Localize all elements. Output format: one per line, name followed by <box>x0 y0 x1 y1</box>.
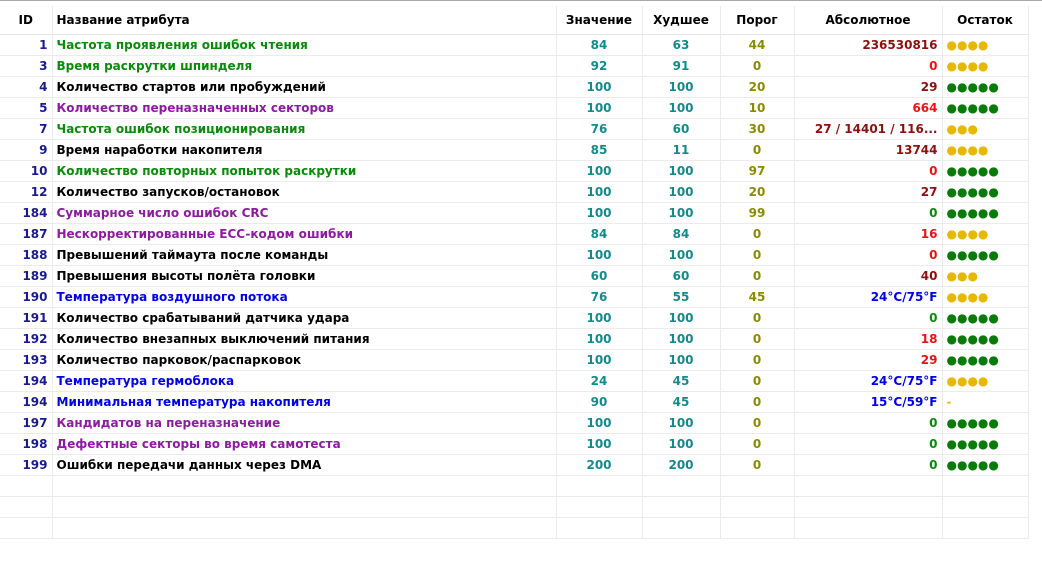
cell-attribute-name: Количество запусков/остановок <box>52 181 556 202</box>
cell-absolute: 13744 <box>794 139 942 160</box>
cell-absolute: 29 <box>794 76 942 97</box>
cell-absolute: 18 <box>794 328 942 349</box>
cell-value: 85 <box>556 139 642 160</box>
cell-id: 194 <box>0 370 52 391</box>
cell-id: 188 <box>0 244 52 265</box>
empty-cell <box>0 496 52 517</box>
remaining-indicator-icon: ●●●●● <box>946 352 999 367</box>
table-row[interactable] <box>0 265 1028 286</box>
cell-absolute: 0 <box>794 454 942 475</box>
cell-id: 199 <box>0 454 52 475</box>
cell-threshold: 0 <box>720 433 794 454</box>
cell-remaining <box>942 139 1028 160</box>
cell-attribute-name: Нескорректированные ECC-кодом ошибки <box>52 223 556 244</box>
cell-value: 92 <box>556 55 642 76</box>
remaining-indicator-icon: ●●●●● <box>946 457 999 472</box>
remaining-indicator-icon: ●●●●● <box>946 247 999 262</box>
empty-cell <box>794 496 942 517</box>
cell-worst: 100 <box>642 76 720 97</box>
cell-worst: 100 <box>642 244 720 265</box>
cell-value: 60 <box>556 265 642 286</box>
empty-cell <box>720 517 794 538</box>
table-row[interactable] <box>0 349 1028 370</box>
remaining-indicator-icon: ●●●● <box>946 58 989 73</box>
empty-cell <box>0 517 52 538</box>
smart-attributes-table <box>0 6 1029 539</box>
cell-value: 100 <box>556 181 642 202</box>
remaining-indicator-icon: ●●●● <box>946 373 989 388</box>
empty-cell <box>642 475 720 496</box>
cell-attribute-name: Количество повторных попыток раскрутки <box>52 160 556 181</box>
cell-threshold: 0 <box>720 370 794 391</box>
remaining-indicator-icon: ●●●●● <box>946 436 999 451</box>
table-row[interactable] <box>0 118 1028 139</box>
table-row[interactable] <box>0 34 1028 55</box>
table-row[interactable] <box>0 307 1028 328</box>
cell-attribute-name: Количество срабатываний датчика удара <box>52 307 556 328</box>
cell-remaining <box>942 286 1028 307</box>
cell-remaining <box>942 433 1028 454</box>
cell-attribute-name: Ошибки передачи данных через DMA <box>52 454 556 475</box>
table-row[interactable] <box>0 328 1028 349</box>
remaining-indicator-icon: ●●●● <box>946 37 989 52</box>
table-row[interactable] <box>0 412 1028 433</box>
cell-id: 9 <box>0 139 52 160</box>
cell-remaining <box>942 34 1028 55</box>
cell-absolute: 0 <box>794 55 942 76</box>
cell-absolute: 27 <box>794 181 942 202</box>
cell-value: 90 <box>556 391 642 412</box>
cell-id: 1 <box>0 34 52 55</box>
cell-id: 198 <box>0 433 52 454</box>
cell-worst: 45 <box>642 370 720 391</box>
table-row[interactable] <box>0 391 1028 412</box>
cell-id: 192 <box>0 328 52 349</box>
table-row[interactable] <box>0 286 1028 307</box>
cell-remaining <box>942 265 1028 286</box>
cell-worst: 60 <box>642 265 720 286</box>
cell-value: 24 <box>556 370 642 391</box>
cell-absolute: 236530816 <box>794 34 942 55</box>
cell-absolute: 40 <box>794 265 942 286</box>
empty-cell <box>556 496 642 517</box>
cell-value: 200 <box>556 454 642 475</box>
remaining-indicator-icon: ●●●●● <box>946 415 999 430</box>
cell-threshold: 0 <box>720 223 794 244</box>
table-row[interactable] <box>0 97 1028 118</box>
cell-absolute: 0 <box>794 412 942 433</box>
cell-worst: 100 <box>642 97 720 118</box>
cell-remaining <box>942 307 1028 328</box>
cell-worst: 45 <box>642 391 720 412</box>
cell-absolute: 27 / 14401 / 116... <box>794 118 942 139</box>
remaining-indicator-icon: ●●●● <box>946 289 989 304</box>
cell-id: 187 <box>0 223 52 244</box>
cell-attribute-name: Количество переназначенных секторов <box>52 97 556 118</box>
cell-worst: 100 <box>642 349 720 370</box>
cell-absolute: 0 <box>794 307 942 328</box>
cell-threshold: 30 <box>720 118 794 139</box>
column-header-worst[interactable]: Худшее <box>642 6 720 34</box>
cell-value: 100 <box>556 202 642 223</box>
cell-absolute: 29 <box>794 349 942 370</box>
cell-id: 190 <box>0 286 52 307</box>
cell-value: 100 <box>556 160 642 181</box>
cell-attribute-name: Количество стартов или пробуждений <box>52 76 556 97</box>
cell-attribute-name: Температура воздушного потока <box>52 286 556 307</box>
cell-threshold: 0 <box>720 55 794 76</box>
empty-row <box>0 475 1028 496</box>
remaining-indicator-icon: ●●● <box>946 268 978 283</box>
cell-value: 100 <box>556 76 642 97</box>
cell-value: 100 <box>556 328 642 349</box>
cell-attribute-name: Частота ошибок позиционирования <box>52 118 556 139</box>
empty-cell <box>52 496 556 517</box>
cell-threshold: 0 <box>720 244 794 265</box>
cell-attribute-name: Количество внезапных выключений питания <box>52 328 556 349</box>
table-row[interactable] <box>0 160 1028 181</box>
cell-id: 193 <box>0 349 52 370</box>
cell-absolute: 0 <box>794 202 942 223</box>
cell-value: 100 <box>556 307 642 328</box>
column-header-remaining[interactable]: Остаток <box>942 6 1028 34</box>
cell-threshold: 0 <box>720 349 794 370</box>
cell-worst: 60 <box>642 118 720 139</box>
cell-threshold: 0 <box>720 139 794 160</box>
cell-remaining <box>942 223 1028 244</box>
cell-id: 184 <box>0 202 52 223</box>
remaining-indicator-icon: ●●●●● <box>946 79 999 94</box>
cell-id: 194 <box>0 391 52 412</box>
column-header-id[interactable]: ID <box>0 6 52 34</box>
cell-threshold: 20 <box>720 181 794 202</box>
cell-threshold: 99 <box>720 202 794 223</box>
cell-worst: 91 <box>642 55 720 76</box>
cell-value: 76 <box>556 286 642 307</box>
table-row[interactable] <box>0 244 1028 265</box>
remaining-indicator-icon: ●●●●● <box>946 331 999 346</box>
header-row <box>0 6 1028 34</box>
cell-attribute-name: Кандидатов на переназначение <box>52 412 556 433</box>
cell-attribute-name: Температура гермоблока <box>52 370 556 391</box>
cell-value: 100 <box>556 412 642 433</box>
cell-value: 84 <box>556 34 642 55</box>
empty-cell <box>556 475 642 496</box>
cell-id: 10 <box>0 160 52 181</box>
cell-absolute: 0 <box>794 160 942 181</box>
column-header-threshold[interactable]: Порог <box>720 6 794 34</box>
table-row[interactable] <box>0 433 1028 454</box>
remaining-indicator-icon: - <box>946 394 952 409</box>
cell-worst: 100 <box>642 328 720 349</box>
cell-worst: 200 <box>642 454 720 475</box>
cell-worst: 100 <box>642 433 720 454</box>
cell-attribute-name: Минимальная температура накопителя <box>52 391 556 412</box>
column-header-absolute[interactable]: Абсолютное <box>794 6 942 34</box>
cell-id: 197 <box>0 412 52 433</box>
cell-threshold: 0 <box>720 307 794 328</box>
cell-value: 84 <box>556 223 642 244</box>
cell-absolute: 24°C/75°F <box>794 370 942 391</box>
cell-worst: 100 <box>642 181 720 202</box>
cell-value: 76 <box>556 118 642 139</box>
cell-id: 191 <box>0 307 52 328</box>
cell-id: 12 <box>0 181 52 202</box>
empty-cell <box>794 475 942 496</box>
empty-cell <box>642 496 720 517</box>
remaining-indicator-icon: ●●●●● <box>946 100 999 115</box>
empty-cell <box>556 517 642 538</box>
cell-threshold: 0 <box>720 391 794 412</box>
cell-attribute-name: Суммарное число ошибок CRC <box>52 202 556 223</box>
table-body <box>0 34 1028 538</box>
cell-value: 100 <box>556 244 642 265</box>
cell-threshold: 44 <box>720 34 794 55</box>
empty-row <box>0 517 1028 538</box>
cell-remaining <box>942 160 1028 181</box>
cell-id: 3 <box>0 55 52 76</box>
empty-cell <box>0 475 52 496</box>
empty-cell <box>942 496 1028 517</box>
cell-worst: 63 <box>642 34 720 55</box>
cell-id: 189 <box>0 265 52 286</box>
cell-remaining <box>942 244 1028 265</box>
cell-threshold: 0 <box>720 454 794 475</box>
remaining-indicator-icon: ●●●●● <box>946 310 999 325</box>
cell-remaining <box>942 349 1028 370</box>
cell-absolute: 15°C/59°F <box>794 391 942 412</box>
table-row[interactable] <box>0 139 1028 160</box>
cell-worst: 100 <box>642 412 720 433</box>
cell-remaining <box>942 76 1028 97</box>
cell-remaining <box>942 391 1028 412</box>
cell-absolute: 16 <box>794 223 942 244</box>
table-row[interactable] <box>0 370 1028 391</box>
remaining-indicator-icon: ●●●● <box>946 226 989 241</box>
cell-threshold: 0 <box>720 412 794 433</box>
cell-threshold: 45 <box>720 286 794 307</box>
table-row[interactable] <box>0 76 1028 97</box>
cell-remaining <box>942 454 1028 475</box>
cell-remaining <box>942 55 1028 76</box>
remaining-indicator-icon: ●●●●● <box>946 205 999 220</box>
cell-absolute: 0 <box>794 433 942 454</box>
cell-remaining <box>942 97 1028 118</box>
cell-value: 100 <box>556 97 642 118</box>
empty-cell <box>942 475 1028 496</box>
empty-cell <box>642 517 720 538</box>
empty-cell <box>720 496 794 517</box>
column-header-value[interactable]: Значение <box>556 6 642 34</box>
cell-attribute-name: Превышения высоты полёта головки <box>52 265 556 286</box>
empty-cell <box>52 517 556 538</box>
cell-worst: 11 <box>642 139 720 160</box>
cell-threshold: 0 <box>720 265 794 286</box>
cell-attribute-name: Время раскрутки шпинделя <box>52 55 556 76</box>
empty-cell <box>942 517 1028 538</box>
cell-worst: 100 <box>642 202 720 223</box>
cell-value: 100 <box>556 349 642 370</box>
cell-threshold: 20 <box>720 76 794 97</box>
cell-absolute: 24°C/75°F <box>794 286 942 307</box>
cell-worst: 84 <box>642 223 720 244</box>
table-row[interactable] <box>0 55 1028 76</box>
cell-id: 7 <box>0 118 52 139</box>
cell-attribute-name: Частота проявления ошибок чтения <box>52 34 556 55</box>
cell-remaining <box>942 370 1028 391</box>
cell-attribute-name: Превышений таймаута после команды <box>52 244 556 265</box>
cell-threshold: 10 <box>720 97 794 118</box>
cell-remaining <box>942 181 1028 202</box>
table-row[interactable] <box>0 454 1028 475</box>
empty-cell <box>52 475 556 496</box>
cell-remaining <box>942 118 1028 139</box>
empty-cell <box>720 475 794 496</box>
cell-remaining <box>942 328 1028 349</box>
cell-worst: 100 <box>642 160 720 181</box>
cell-value: 100 <box>556 433 642 454</box>
cell-remaining <box>942 202 1028 223</box>
empty-cell <box>794 517 942 538</box>
table-row[interactable] <box>0 223 1028 244</box>
remaining-indicator-icon: ●●●●● <box>946 163 999 178</box>
cell-threshold: 0 <box>720 328 794 349</box>
cell-attribute-name: Время наработки накопителя <box>52 139 556 160</box>
cell-remaining <box>942 412 1028 433</box>
remaining-indicator-icon: ●●●●● <box>946 184 999 199</box>
cell-threshold: 97 <box>720 160 794 181</box>
cell-worst: 100 <box>642 307 720 328</box>
cell-worst: 55 <box>642 286 720 307</box>
table-row[interactable] <box>0 202 1028 223</box>
cell-attribute-name: Дефектные секторы во время самотеста <box>52 433 556 454</box>
cell-attribute-name: Количество парковок/распарковок <box>52 349 556 370</box>
cell-absolute: 0 <box>794 244 942 265</box>
cell-id: 5 <box>0 97 52 118</box>
cell-absolute: 664 <box>794 97 942 118</box>
empty-row <box>0 496 1028 517</box>
table-row[interactable] <box>0 181 1028 202</box>
column-header-name[interactable]: Название атрибута <box>52 6 556 34</box>
remaining-indicator-icon: ●●● <box>946 121 978 136</box>
remaining-indicator-icon: ●●●● <box>946 142 989 157</box>
cell-id: 4 <box>0 76 52 97</box>
